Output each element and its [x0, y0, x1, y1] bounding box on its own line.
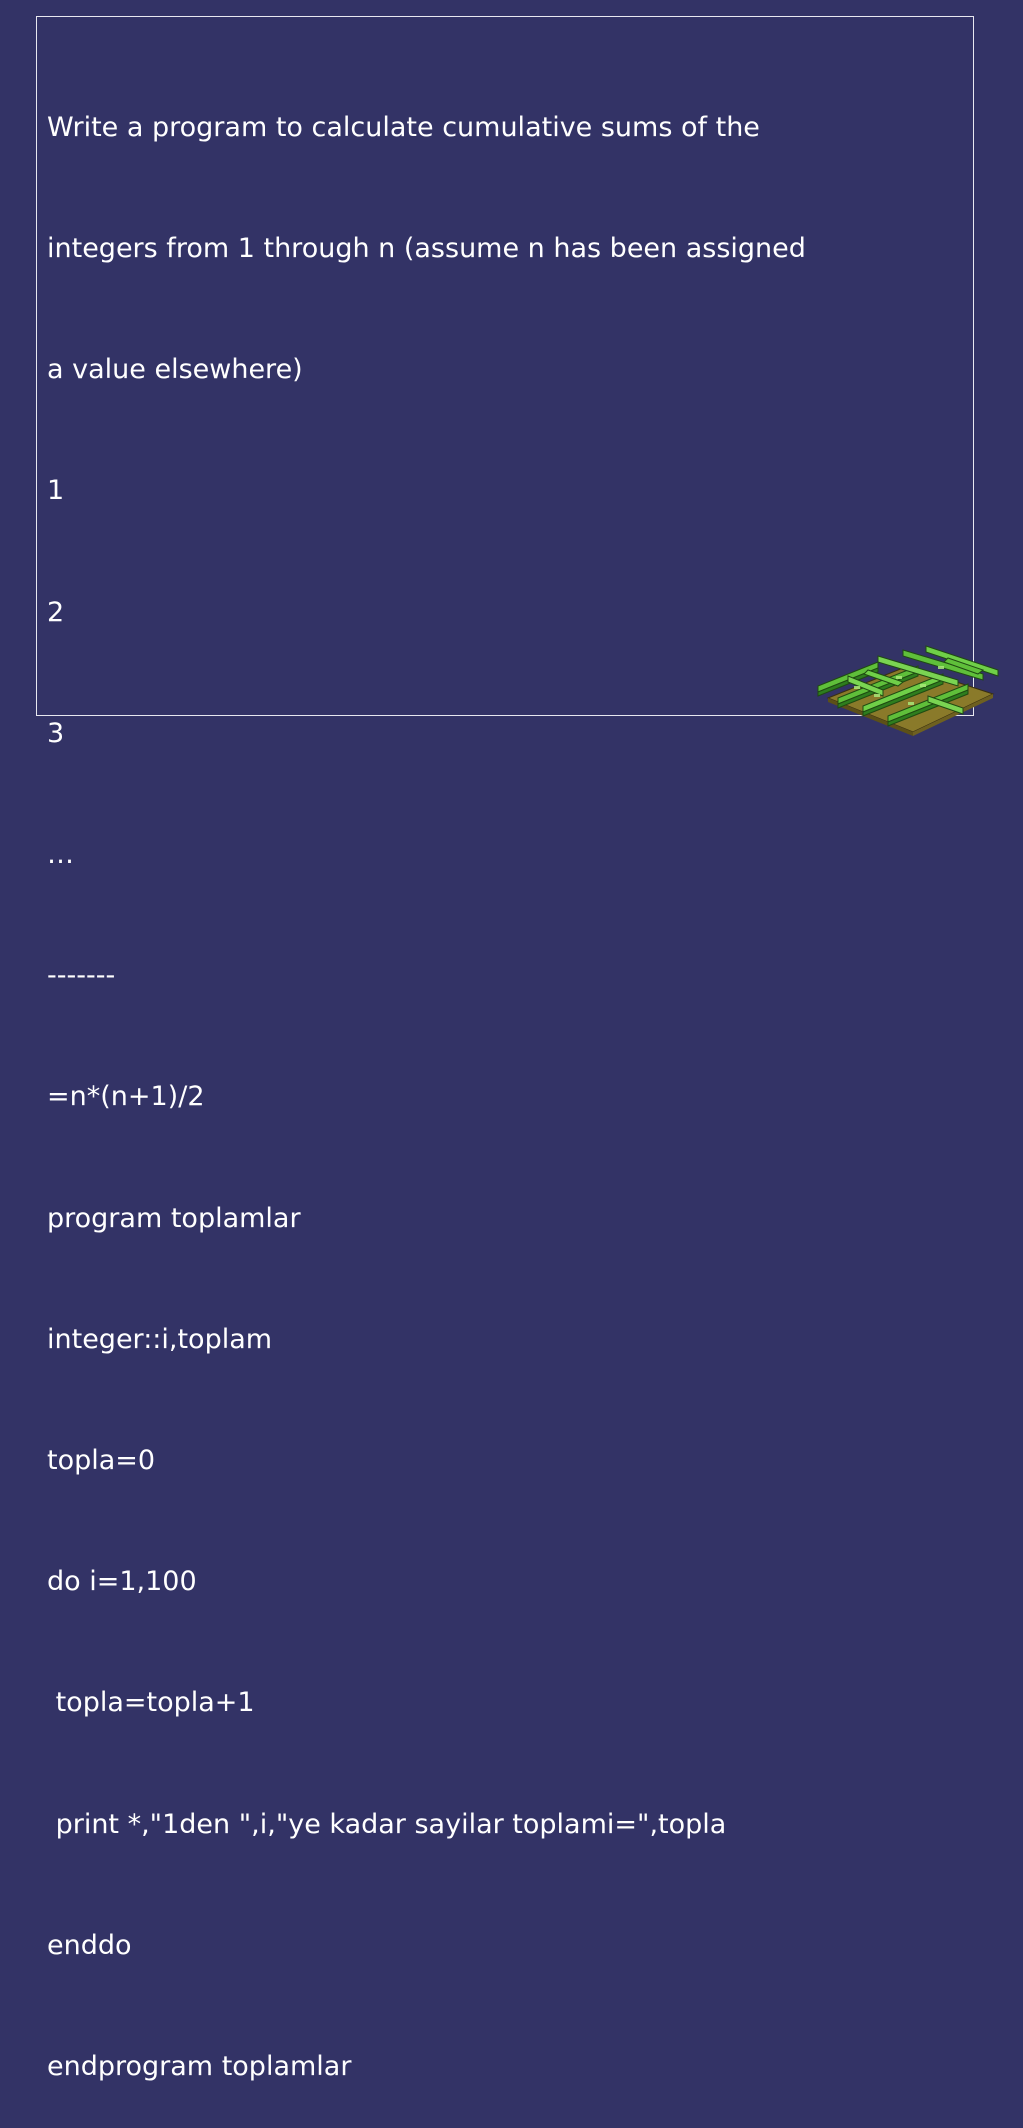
code-line: do i=1,100 — [47, 1566, 197, 1598]
code-line: print *,"1den ",i,"ye kadar sayilar toplami=",topla — [47, 1808, 727, 1840]
code-line: enddo — [47, 1929, 132, 1961]
text-line: 1 — [47, 475, 65, 507]
text-line: ------- — [47, 960, 116, 992]
green-maze-icon — [808, 636, 1003, 736]
text-line: … — [47, 839, 74, 871]
text-line: =n*(n+1)/2 — [47, 1081, 205, 1113]
code-line: program toplamlar — [47, 1202, 301, 1234]
text-line: 3 — [47, 717, 65, 749]
code-line: topla=0 — [47, 1445, 156, 1477]
text-line: a value elsewhere) — [47, 354, 303, 386]
text-line: integers from 1 through n (assume n has been assigned — [47, 233, 806, 265]
slide-text — [47, 27, 962, 2128]
code-line: endprogram toplamlar — [47, 2051, 352, 2083]
code-line: integer::i,toplam — [47, 1323, 273, 1355]
code-line: topla=topla+1 — [47, 1687, 255, 1719]
text-line: 2 — [47, 596, 65, 628]
text-line: Write a program to calculate cumulative sums of the — [47, 111, 760, 143]
